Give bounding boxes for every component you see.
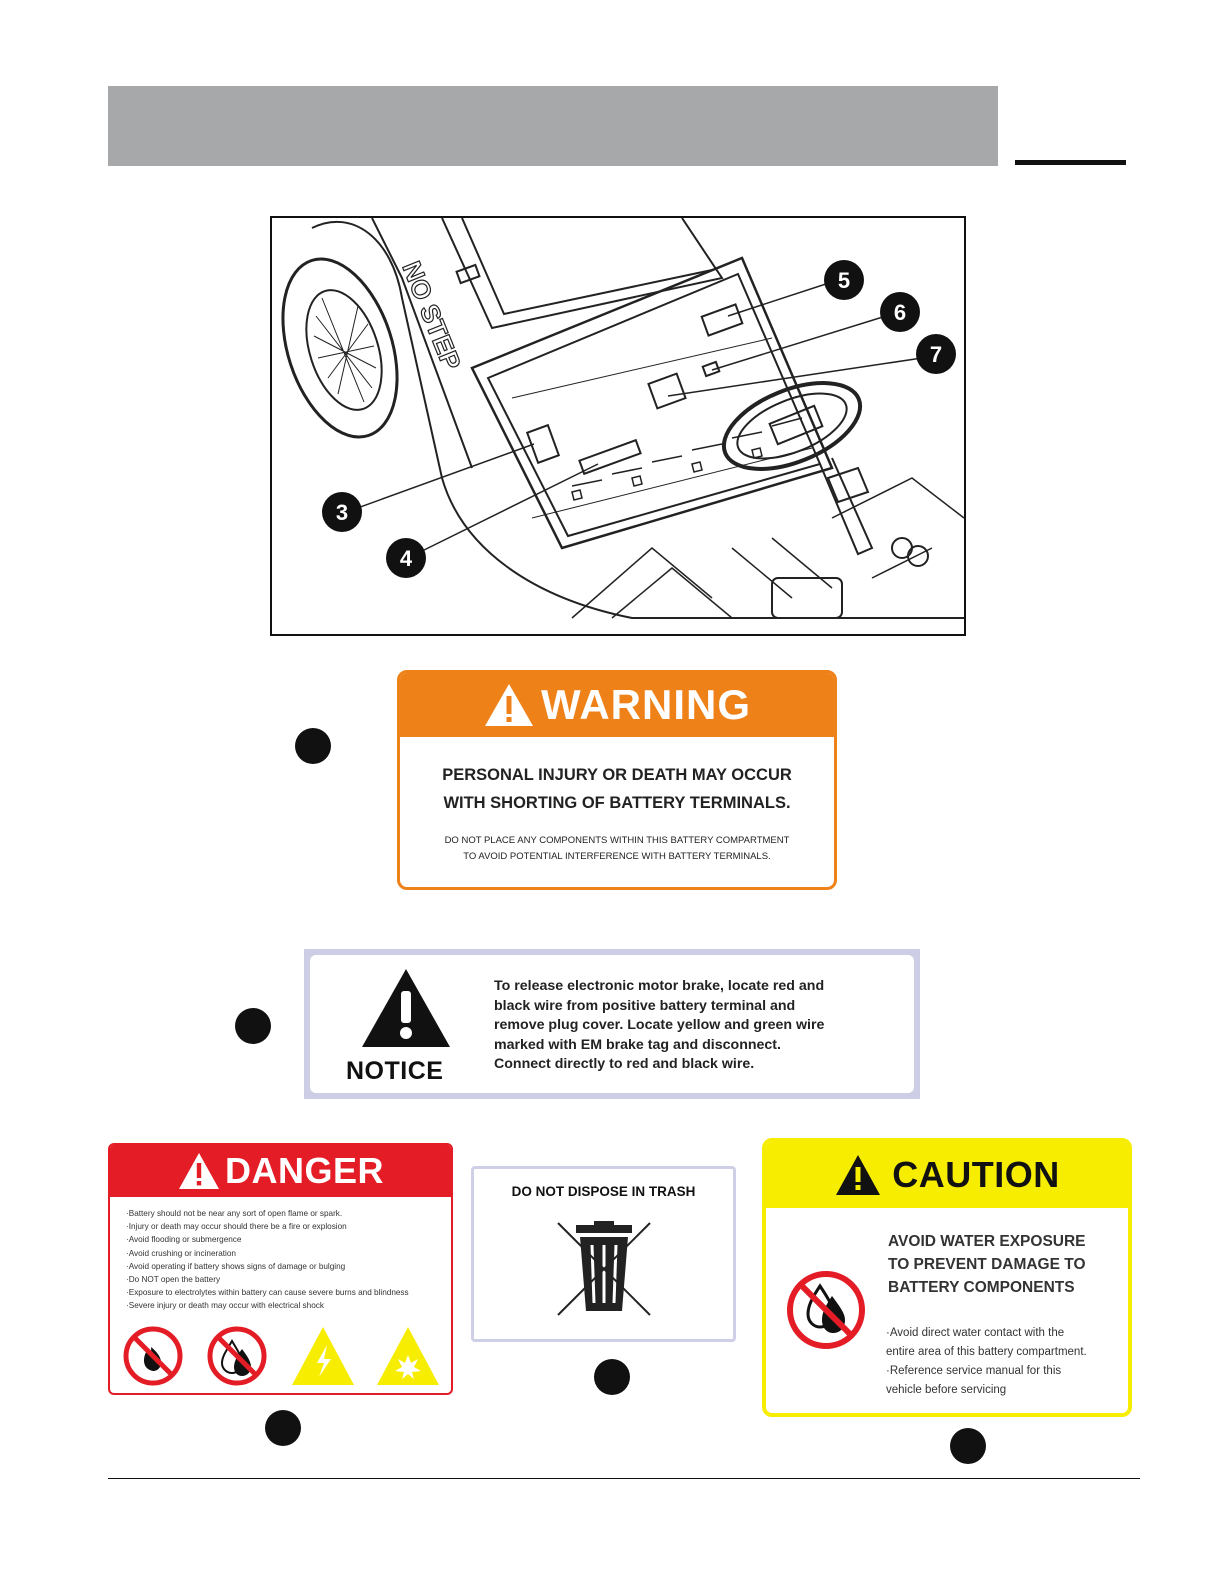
marker-dot	[594, 1359, 630, 1395]
caution-sub-line: ·Reference service manual for this	[886, 1365, 1062, 1377]
danger-triangle-icon	[177, 1151, 221, 1191]
caution-triangle-icon	[834, 1153, 882, 1197]
caution-sub-line: vehicle before servicing	[886, 1384, 1007, 1396]
danger-item: ·Avoid operating if battery shows signs of damage or bulging	[126, 1261, 346, 1271]
notice-line: Connect directly to red and black wire.	[494, 1056, 755, 1072]
warning-sub-line: TO AVOID POTENTIAL INTERFERENCE WITH BATTERY TERMINALS.	[463, 851, 771, 862]
callout-3	[322, 492, 362, 532]
callout-6	[880, 292, 920, 332]
danger-item: ·Avoid crushing or incineration	[126, 1248, 236, 1258]
header-bar	[108, 86, 998, 166]
callout-5	[824, 260, 864, 300]
vehicle-line-drawing	[272, 218, 964, 634]
caution-main-line: AVOID WATER EXPOSURE	[888, 1233, 1086, 1250]
no-step-text: NO STEP	[396, 257, 468, 375]
no-water-icon	[784, 1268, 868, 1352]
danger-item: ·Exposure to electrolytes within battery can cause severe burns and blindness	[126, 1288, 409, 1298]
callout-4	[386, 538, 426, 578]
dispose-title: DO NOT DISPOSE IN TRASH	[511, 1184, 696, 1199]
danger-item: ·Severe injury or death may occur with electrical shock	[126, 1301, 324, 1311]
battery-compartment-figure	[270, 216, 966, 636]
warning-main-line: WITH SHORTING OF BATTERY TERMINALS.	[443, 794, 791, 812]
caution-title: CAUTION	[892, 1154, 1060, 1195]
marker-dot	[950, 1428, 986, 1464]
notice-line: remove plug cover. Locate yellow and green wire	[494, 1017, 825, 1033]
danger-item: ·Do NOT open the battery	[126, 1275, 221, 1285]
notice-line: To release electronic motor brake, locate red and	[494, 978, 825, 994]
caution-main-line: TO PREVENT DAMAGE TO	[888, 1256, 1086, 1273]
warning-main-line: PERSONAL INJURY OR DEATH MAY OCCUR	[442, 766, 792, 784]
danger-title: DANGER	[224, 1150, 384, 1191]
danger-header	[110, 1145, 451, 1197]
danger-item: ·Battery should not be near any sort of open flame or spark.	[126, 1209, 343, 1218]
warning-header	[400, 673, 834, 737]
marker-dot	[235, 1008, 271, 1044]
svg-text:3: 3	[335, 500, 349, 525]
svg-text:6: 6	[893, 300, 907, 325]
electric-shock-icon	[292, 1327, 354, 1385]
crossed-out-trash-bin-icon	[554, 1219, 654, 1319]
danger-item: ·Avoid flooding or submergence	[126, 1235, 242, 1245]
svg-text:4: 4	[399, 546, 413, 571]
notice-title: NOTICE	[346, 1057, 444, 1085]
warning-triangle-icon	[483, 682, 535, 728]
marker-dot	[295, 728, 331, 764]
svg-text:7: 7	[929, 342, 943, 367]
warning-sub-line: DO NOT PLACE ANY COMPONENTS WITHIN THIS BATTERY COMPARTMENT	[444, 835, 790, 846]
dispose-label	[471, 1166, 736, 1342]
marker-dot	[265, 1410, 301, 1446]
no-water-icon	[210, 1329, 264, 1383]
caution-sub-line: entire area of this battery compartment.	[886, 1346, 1087, 1358]
svg-text:5: 5	[837, 268, 851, 293]
caution-label	[762, 1138, 1132, 1417]
danger-item: ·Injury or death may occur should there be a fire or explosion	[126, 1222, 347, 1232]
caution-main-line: BATTERY COMPONENTS	[888, 1279, 1075, 1296]
no-flame-icon	[126, 1329, 180, 1383]
danger-label	[108, 1143, 453, 1395]
notice-label	[304, 949, 920, 1099]
warning-label	[397, 670, 837, 890]
caution-sub-line: ·Avoid direct water contact with the	[886, 1327, 1065, 1339]
callout-7	[916, 334, 956, 374]
notice-line: marked with EM brake tag and disconnect.	[494, 1036, 781, 1053]
header-rule	[1015, 160, 1126, 165]
explosion-icon	[377, 1327, 439, 1385]
notice-line: black wire from positive battery terminal and	[494, 997, 796, 1014]
warning-title: WARNING	[541, 681, 751, 728]
footer-rule	[108, 1478, 1140, 1479]
caution-header	[766, 1142, 1128, 1208]
notice-triangle-icon	[360, 967, 452, 1049]
